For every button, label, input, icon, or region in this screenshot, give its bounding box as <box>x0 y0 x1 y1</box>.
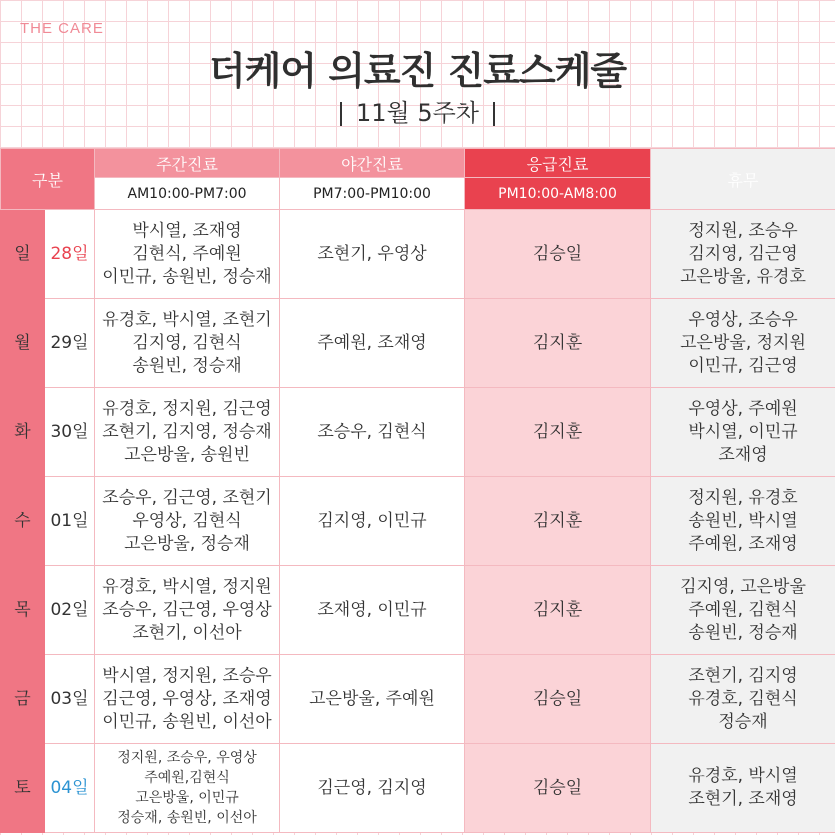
date-cell: 29일 <box>45 299 95 388</box>
doctor-line: 박시열, 이민규 <box>688 421 798 442</box>
doctor-line: 정지원, 조승우, 우영상 <box>117 750 257 766</box>
table-row <box>1 566 835 655</box>
doctor-line: 우영상, 주예원 <box>688 398 798 419</box>
doctor-line: 송원빈, 정승재 <box>688 622 798 643</box>
header-night-shift: 야간진료 <box>280 149 465 178</box>
off-cell <box>651 477 835 566</box>
doctor-line: 우영상, 조승우 <box>688 309 798 330</box>
day-shift-cell <box>95 477 280 566</box>
table-row <box>1 744 835 833</box>
table-row <box>1 210 835 299</box>
day-shift-cell <box>95 388 280 477</box>
night-shift-cell: 김근영, 김지영 <box>280 744 465 833</box>
doctor-line: 정지원, 유경호 <box>688 487 798 508</box>
doctor-line: 박시열, 조재영 <box>132 220 242 241</box>
doctor-line: 고은방울, 송원빈 <box>124 444 250 465</box>
doctor-line: 김지영, 김현식 <box>132 332 242 353</box>
day-shift-cell <box>95 210 280 299</box>
emergency-cell: 김승일 <box>465 655 651 744</box>
off-cell <box>651 655 835 744</box>
doctor-line: 유경호, 박시열, 정지원 <box>102 576 272 597</box>
header-day-shift: 주간진료 <box>95 149 280 178</box>
date-cell: 03일 <box>45 655 95 744</box>
header-gubun: 구분 <box>1 149 95 210</box>
date-cell: 30일 <box>45 388 95 477</box>
doctor-line: 김근영, 우영상, 조재영 <box>102 688 272 709</box>
emergency-cell: 김지훈 <box>465 477 651 566</box>
off-cell <box>651 566 835 655</box>
day-shift-cell <box>95 655 280 744</box>
emergency-time: PM10:00-AM8:00 <box>465 178 651 210</box>
night-shift-cell: 조현기, 우영상 <box>280 210 465 299</box>
doctor-line: 유경호, 정지원, 김근영 <box>102 398 272 419</box>
doctor-line: 이민규, 송원빈, 정승재 <box>102 266 272 287</box>
off-cell <box>651 210 835 299</box>
doctor-line: 정승재 <box>718 711 768 732</box>
doctor-line: 고은방울, 정지원 <box>680 332 806 353</box>
doctor-line: 고은방울, 유경호 <box>680 266 806 287</box>
table-row <box>1 655 835 744</box>
day-of-week: 목 <box>1 566 45 655</box>
doctor-line: 송원빈, 박시열 <box>688 510 798 531</box>
night-shift-cell: 주예원, 조재영 <box>280 299 465 388</box>
day-shift-cell <box>95 744 280 833</box>
doctor-line: 고은방울, 이민규 <box>135 790 239 806</box>
doctor-line: 유경호, 박시열, 조현기 <box>102 309 272 330</box>
day-of-week: 금 <box>1 655 45 744</box>
date-cell: 28일 <box>45 210 95 299</box>
doctor-line: 조승우, 김근영, 우영상 <box>102 599 272 620</box>
table-row <box>1 299 835 388</box>
doctor-line: 조현기, 김지영 <box>688 665 798 686</box>
doctor-line: 이민규, 김근영 <box>688 355 798 376</box>
day-of-week: 일 <box>1 210 45 299</box>
emergency-cell: 김지훈 <box>465 388 651 477</box>
doctor-line: 고은방울, 정승재 <box>124 533 250 554</box>
doctor-line: 유경호, 박시열 <box>688 766 798 786</box>
doctor-line: 조현기, 이선아 <box>132 622 242 643</box>
day-shift-cell <box>95 566 280 655</box>
day-shift-time: AM10:00-PM7:00 <box>95 178 280 210</box>
doctor-line: 김지영, 고은방울 <box>680 576 806 597</box>
doctor-line: 정승재, 송원빈, 이선아 <box>117 810 257 826</box>
doctor-line: 정지원, 조승우 <box>688 220 798 241</box>
doctor-line: 조현기, 김지영, 정승재 <box>102 421 272 442</box>
emergency-cell: 김지훈 <box>465 566 651 655</box>
header-emergency: 응급진료 <box>465 149 651 178</box>
day-of-week: 수 <box>1 477 45 566</box>
doctor-line: 주예원, 조재영 <box>688 533 798 554</box>
doctor-line: 조승우, 김근영, 조현기 <box>102 487 272 508</box>
date-cell: 01일 <box>45 477 95 566</box>
doctor-line: 주예원, 김현식 <box>688 599 798 620</box>
divider-right <box>493 102 495 126</box>
doctor-line: 조현기, 조재영 <box>688 789 798 809</box>
page-title: 더케어 의료진 진료스케줄 <box>208 49 627 93</box>
off-cell <box>651 388 835 477</box>
doctor-line: 김지영, 김근영 <box>688 243 798 264</box>
night-shift-cell: 고은방울, 주예원 <box>280 655 465 744</box>
brand-logo-text: THE CARE <box>20 20 104 37</box>
doctor-line: 우영상, 김현식 <box>132 510 242 531</box>
doctor-line: 송원빈, 정승재 <box>132 355 242 376</box>
doctor-line: 유경호, 김현식 <box>688 688 798 709</box>
page-subtitle <box>0 93 835 128</box>
emergency-cell: 김승일 <box>465 744 651 833</box>
doctor-line: 김현식, 주예원 <box>132 243 242 264</box>
doctor-line: 조재영 <box>718 444 768 465</box>
schedule-table <box>0 148 835 833</box>
night-shift-time: PM7:00-PM10:00 <box>280 178 465 210</box>
table-row <box>1 477 835 566</box>
date-cell: 02일 <box>45 566 95 655</box>
date-cell: 04일 <box>45 744 95 833</box>
night-shift-cell: 김지영, 이민규 <box>280 477 465 566</box>
doctor-line: 이민규, 송원빈, 이선아 <box>102 711 272 732</box>
off-cell <box>651 744 835 833</box>
week-label: 11월 5주차 <box>356 99 479 127</box>
doctor-line: 주예원,김현식 <box>144 770 230 786</box>
emergency-cell: 김지훈 <box>465 299 651 388</box>
night-shift-cell: 조승우, 김현식 <box>280 388 465 477</box>
doctor-line: 박시열, 정지원, 조승우 <box>102 665 272 686</box>
night-shift-cell: 조재영, 이민규 <box>280 566 465 655</box>
off-cell <box>651 299 835 388</box>
day-of-week: 월 <box>1 299 45 388</box>
emergency-cell: 김승일 <box>465 210 651 299</box>
header-off: 휴무 <box>651 149 835 210</box>
divider-left <box>340 102 342 126</box>
day-shift-cell <box>95 299 280 388</box>
day-of-week: 토 <box>1 744 45 833</box>
table-row <box>1 388 835 477</box>
day-of-week: 화 <box>1 388 45 477</box>
